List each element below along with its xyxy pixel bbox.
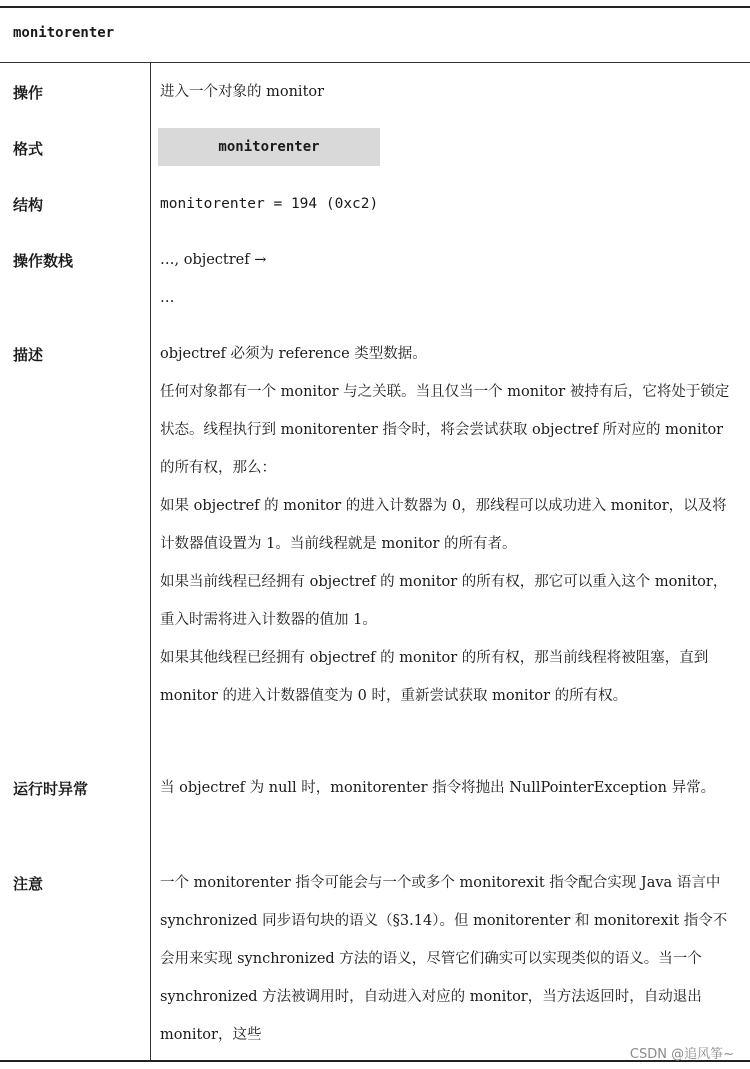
watermark: CSDN @追风筝~ [629,1047,734,1062]
operation-text: 进入一个对象的 monitor [160,84,325,100]
notes-label: 注意 [13,875,44,893]
notes-text: 一个 monitorenter 指令可能会与一个或多个 monitorexit 指令配合实现 Java 语言中 synchronized 同步语句块的语义（§3.14）。但 monitorenter 和 monitorexit 指令不会用来实现 synchronized 方法的语义，尽管它们确实可以实现类似的语义。当一个 synchronized 方法被调用时，自动进入对应的 monitor，当方法返回时，自动退出 monitor，这些 [160,875,728,1043]
description-paragraph: 如果其他线程已经拥有 objectref 的 monitor 的所有权，那当前线程将被阻塞，直到 monitor 的进入计数器值变为 0 时，重新尝试获取 monitor 的所有权。 [160,650,709,704]
instruction-title: monitorenter [13,25,115,41]
header-rule [0,62,750,63]
structure-label: 结构 [13,196,44,214]
format-label: 格式 [13,140,44,158]
description-label: 描述 [13,346,44,364]
description-paragraph: 如果当前线程已经拥有 objectref 的 monitor 的所有权，那它可以重入这个 monitor，重入时需将进入计数器的值加 1。 [160,574,728,628]
runtime-exception-text: 当 objectref 为 null 时，monitorenter 指令将抛出 NullPointerException 异常。 [160,780,716,796]
operation-label: 操作 [13,84,44,102]
runtime-exception-label: 运行时异常 [13,780,89,798]
operand-stack-label: 操作数栈 [13,252,74,270]
operand-stack-content [160,241,740,317]
operand-stack-line-1: …, objectref → [160,252,267,268]
description-content [160,335,740,715]
description-paragraph: objectref 必须为 reference 类型数据。 [160,346,427,362]
operand-stack-line-2: … [160,290,175,306]
description-paragraph: 如果 objectref 的 monitor 的进入计数器为 0，那线程可以成功进入 monitor，以及将计数器值设置为 1。当前线程就是 monitor 的所有者。 [160,498,727,552]
column-divider [150,63,151,1060]
format-box: monitorenter [158,128,380,166]
structure-text: monitorenter = 194 (0xc2) [160,196,379,212]
top-rule [0,6,750,8]
description-paragraph: 任何对象都有一个 monitor 与之关联。当且仅当一个 monitor 被持有后，它将处于锁定状态。线程执行到 monitorenter 指令时，将会尝试获取 objectref 所对应的 monitor 的所有权，那么： [160,384,730,476]
